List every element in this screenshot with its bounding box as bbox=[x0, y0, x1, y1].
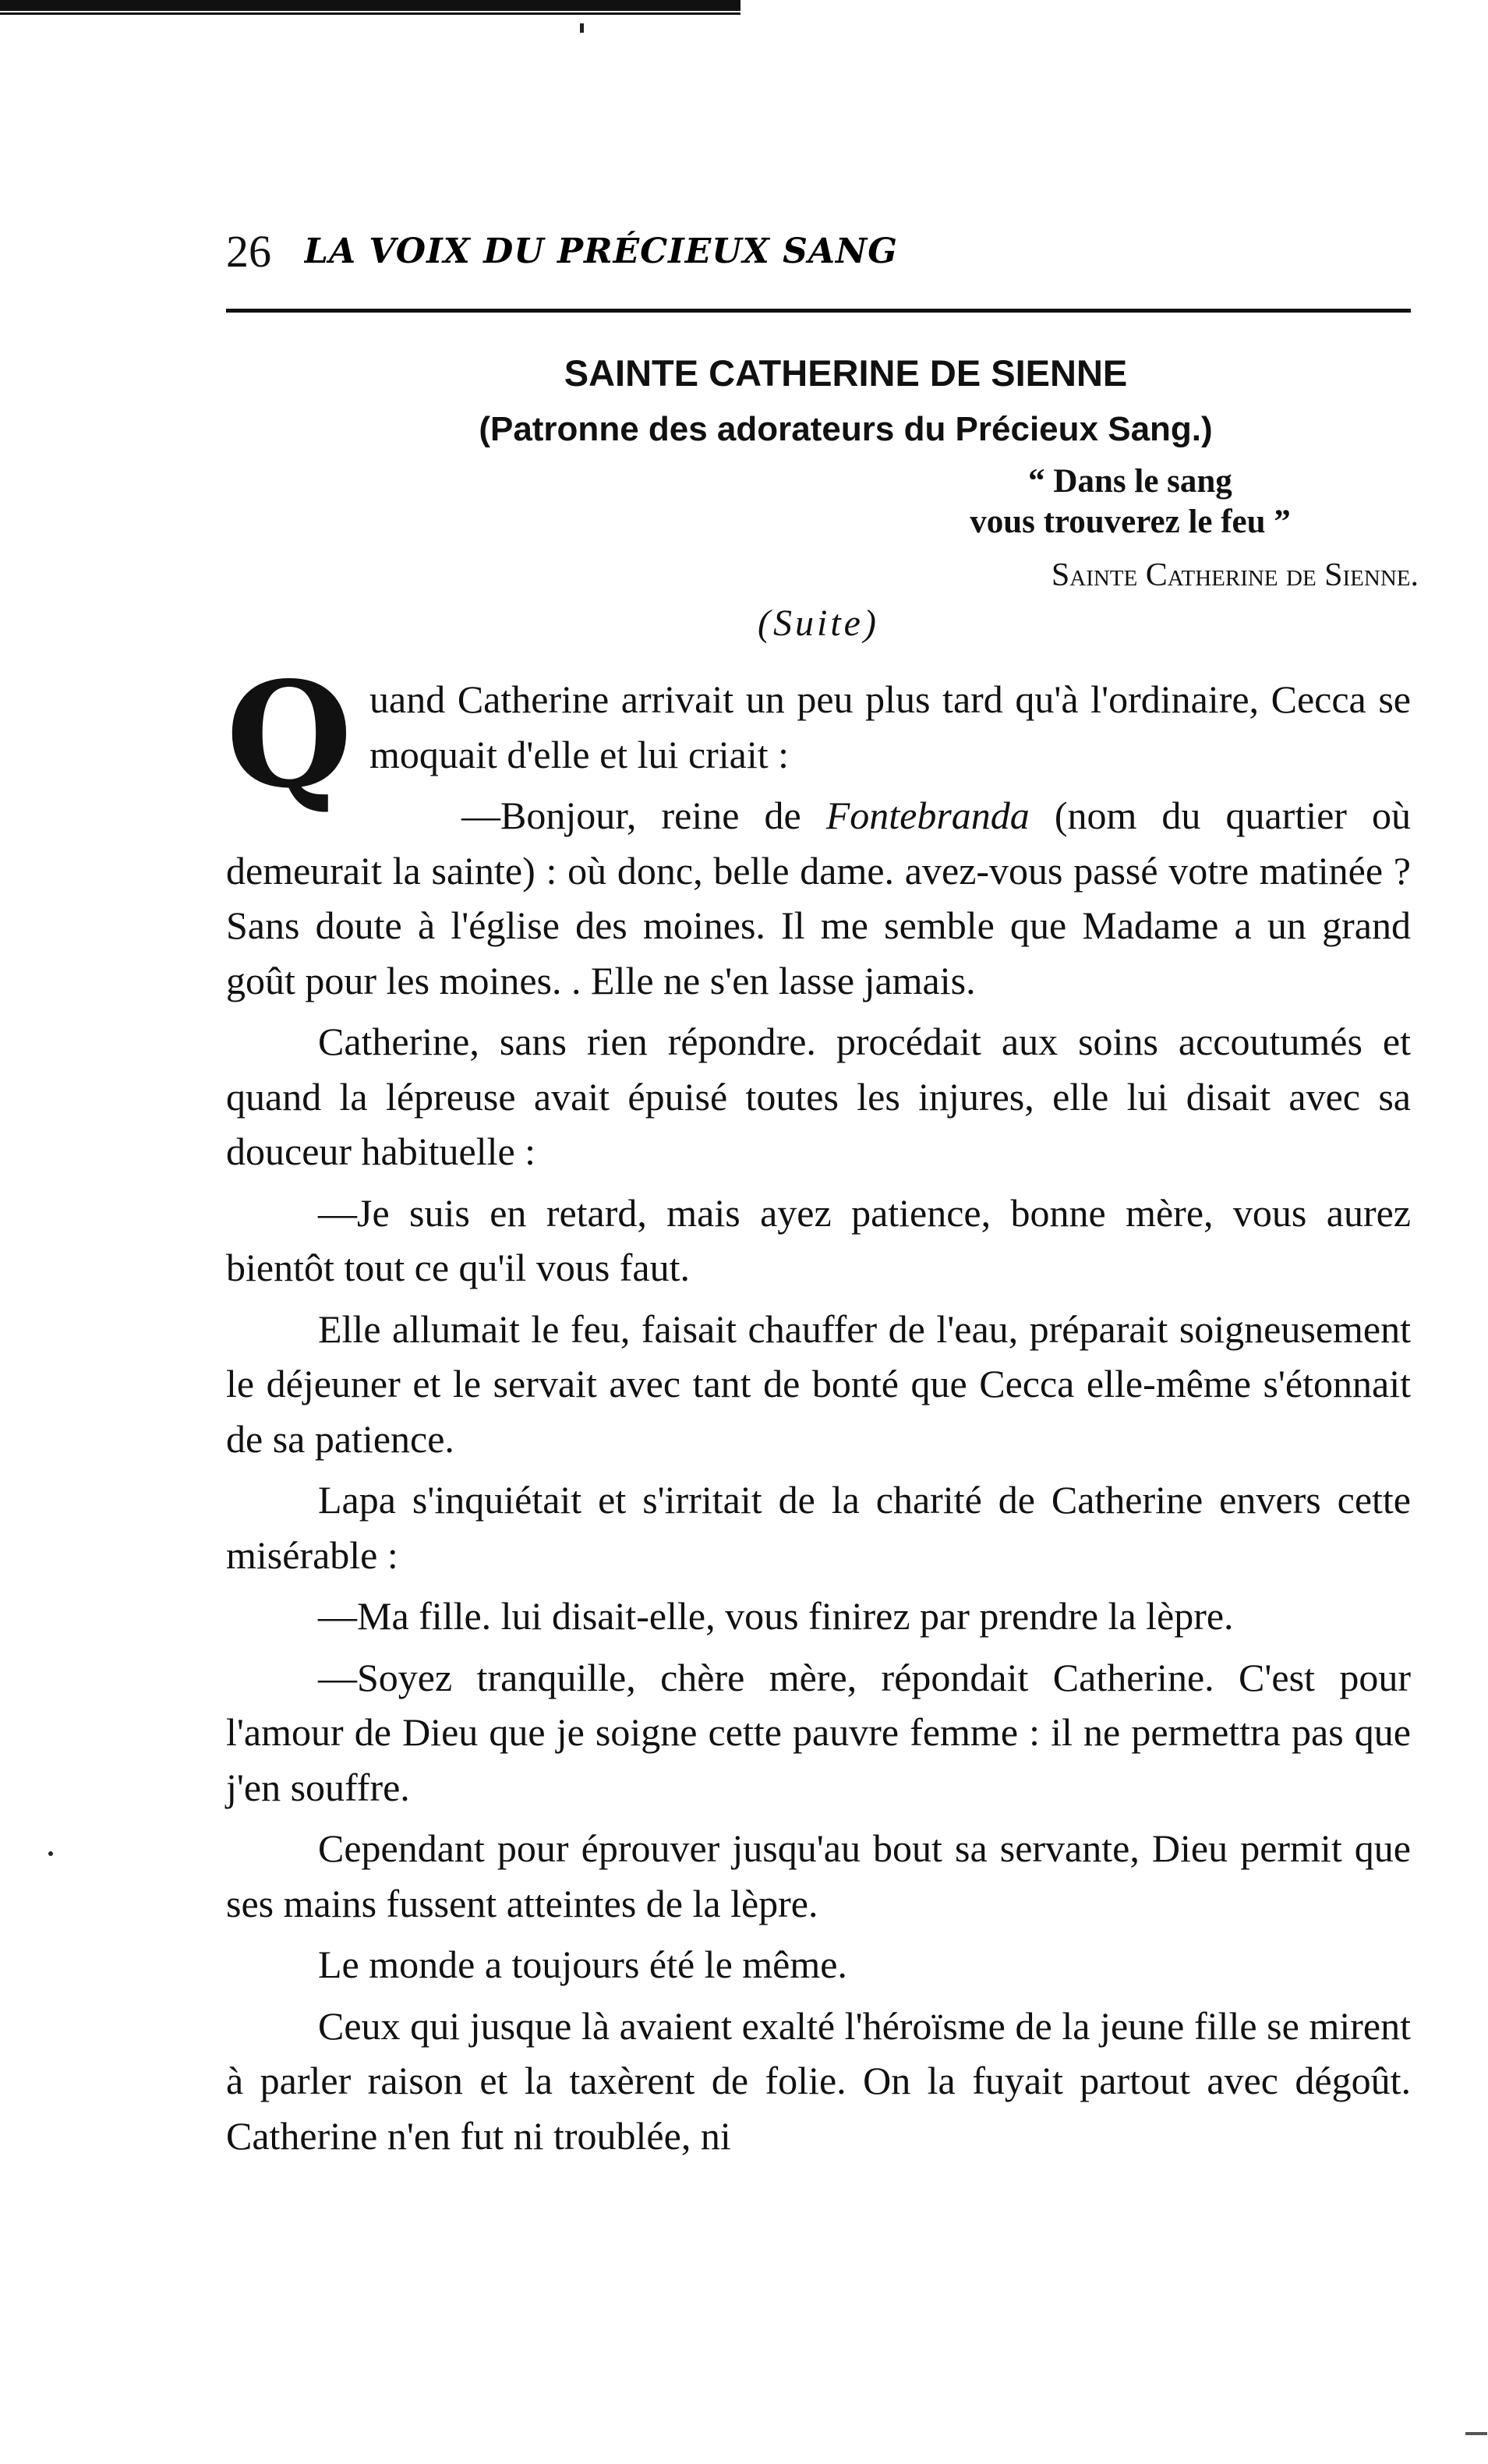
paragraph-8: —Soyez tranquille, chère mère, répondait Catherine. C'est pour l'amour de Dieu que je soigne cette pauvre femme : il ne permettra pas que j'en souffre. bbox=[226, 1655, 1411, 1809]
place-name: Fontebranda bbox=[825, 794, 1030, 837]
paragraph-9: Cependant pour éprouver jusqu'au bout sa servante, Dieu permit que ses mains fussent atteintes de la lèpre. bbox=[226, 1826, 1411, 1925]
drop-cap: Q bbox=[226, 649, 353, 820]
paragraph-1-text: uand Catherine arrivait un peu plus tard qu'à l'ordinaire, Cecca se moquait d'elle et lui criait : bbox=[369, 677, 1411, 776]
article-subtitle: (Patronne des adorateurs du Précieux Sang.) bbox=[479, 410, 1213, 448]
paragraph-7: —Ma fille. lui disait-elle, vous finirez par prendre la lèpre. bbox=[318, 1594, 1234, 1638]
paragraph-3: Catherine, sans rien répondre. procédait aux soins accoutumés et quand la lépreuse avait épuisé toutes les injures, elle lui disait avec sa douceur habituelle : bbox=[226, 1020, 1411, 1173]
epigraph bbox=[850, 461, 1411, 543]
scan-speck bbox=[580, 23, 584, 33]
paragraph-4: —Je suis en retard, mais ayez patience, bonne mère, vous aurez bientôt tout ce qu'il vous faut. bbox=[226, 1190, 1411, 1289]
paragraph-10: Le monde a toujours été le même. bbox=[318, 1943, 847, 1986]
epigraph-line-1: “ Dans le sang bbox=[1028, 463, 1232, 500]
paragraph-2-text-b: (nom du quartier où demeurait la sainte) : où donc, belle dame. avez-vous passé votre matinée ? Sans doute à l'église des moines. Il me semble que Madame a un grand goût pour les moines. . Elle ne s'en lasse jamais. bbox=[226, 794, 1411, 1002]
running-title: LA VOIX DU PRÉCIEUX SANG bbox=[304, 232, 898, 271]
epigraph-line-2: vous trouverez le feu ” bbox=[970, 504, 1291, 540]
epigraph-attribution: Sainte Catherine de Sienne. bbox=[1051, 557, 1419, 593]
paragraph-2 bbox=[226, 788, 1411, 1008]
header-rule bbox=[226, 309, 1411, 313]
scan-speck bbox=[48, 1851, 53, 1856]
scan-speck bbox=[1465, 2432, 1487, 2435]
continuation-label: (Suite) bbox=[758, 603, 879, 644]
body-text bbox=[226, 649, 1411, 2169]
article-title: SAINTE CATHERINE DE SIENNE bbox=[564, 352, 1128, 394]
top-scan-border-thin bbox=[0, 12, 740, 15]
page-number: 26 bbox=[226, 226, 271, 277]
paragraph-2-text-a: —Bonjour, reine de bbox=[461, 794, 826, 837]
paragraph-6: Lapa s'inquiétait et s'irritait de la charité de Catherine envers cette misérable : bbox=[226, 1478, 1411, 1577]
page-header bbox=[226, 209, 1411, 295]
top-scan-border bbox=[0, 0, 740, 11]
paragraph-11: Ceux qui jusque là avaient exalté l'héroïsme de la jeune fille se mirent à parler raison et la taxèrent de folie. On la fuyait partout avec dégoût. Catherine n'en fut ni troublée, ni bbox=[226, 2003, 1411, 2158]
paragraph-5: Elle allumait le feu, faisait chauffer de l'eau, préparait soigneusement le déjeuner et le servait avec tant de bonté que Cecca elle-même s'étonnait de sa patience. bbox=[226, 1306, 1411, 1461]
